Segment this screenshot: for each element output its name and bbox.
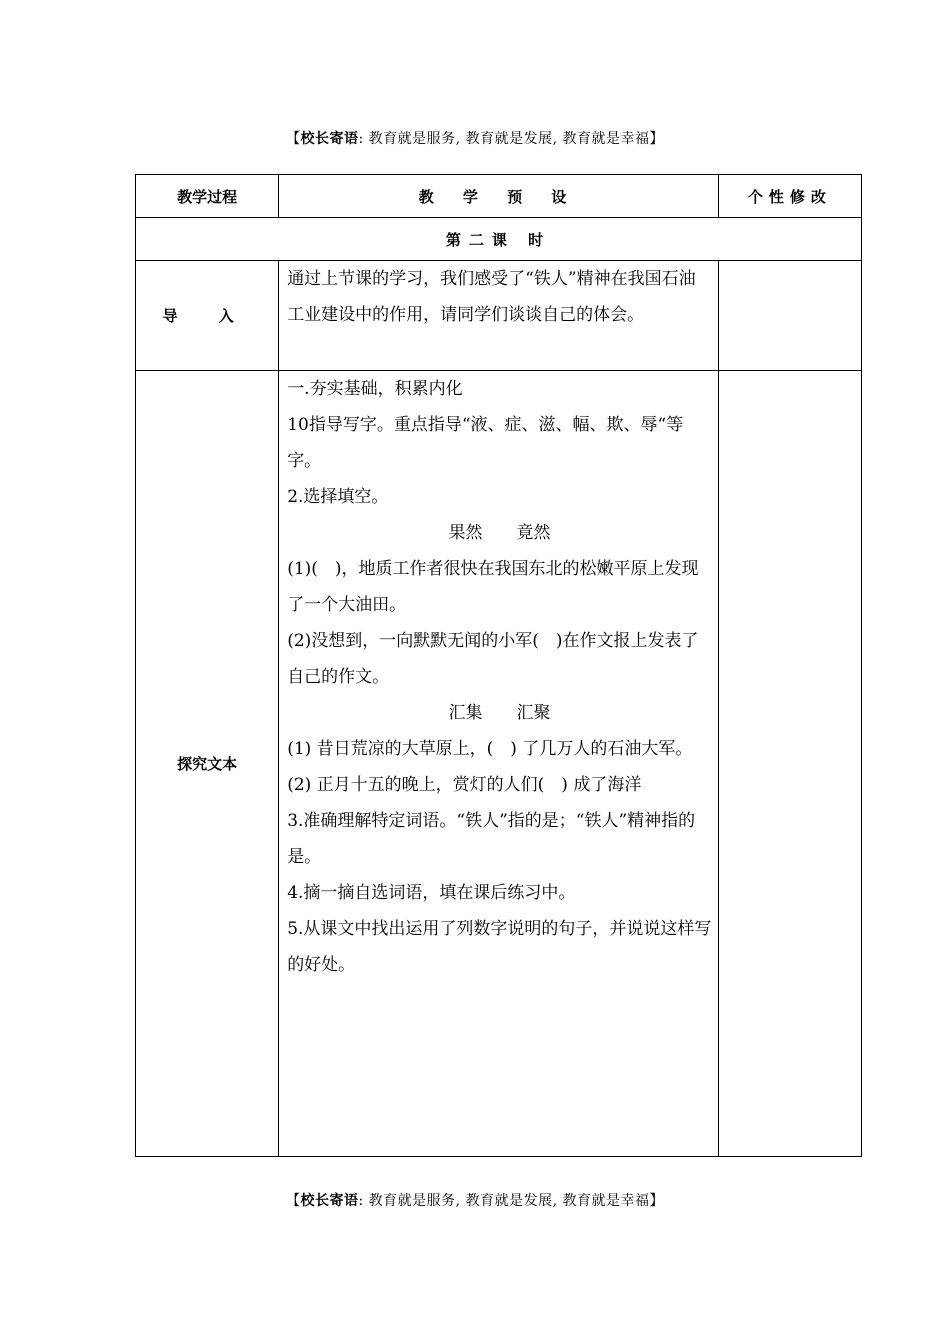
lesson-title: 第二课 时 [136,218,862,261]
content-line: 5.从课文中找出运用了列数字说明的句子，并说说这样写的好处。 [287,919,712,975]
content-line: 4.摘一摘自选词语，填在课后练习中。 [287,883,576,903]
lesson-title-row [136,218,862,261]
header-motto [0,128,950,148]
content-line: (1) 昔日荒凉的大草原上，( ) 了几万人的石油大军。 [287,739,693,759]
header-process: 教学过程 [136,175,279,218]
content-line: 10指导写字。重点指导“液、症、滋、幅、欺、辱“等字。 [287,415,684,471]
table-row [136,261,862,371]
content-line: 3.准确理解特定词语。“铁人”指的是；“铁人”精神指的是。 [287,811,696,867]
row-label-explore: 探究文本 [136,371,279,1157]
content-line: (2) 正月十五的晚上，赏灯的人们( ) 成了海洋 [287,775,642,795]
row-modify-intro [718,261,861,371]
motto-bracket-close: 】 [649,1193,664,1209]
motto-label: 校长寄语 [300,1193,359,1209]
word-choice-line: 汇集 汇聚 [448,703,551,723]
content-line: (2)没想到，一向默默无闻的小军( )在作文报上发表了自己的作文。 [287,631,699,687]
motto-text: : 教育就是服务, 教育就是发展, 教育就是幸福 [358,1193,650,1209]
motto-bracket-open: 【 [286,131,301,147]
table-header-row [136,175,862,218]
row-content-explore [279,371,719,1157]
content-line: 2.选择填空。 [287,487,389,507]
row-content-intro [279,261,719,371]
content-line: (1)( )，地质工作者很快在我国东北的松嫩平原上发现了一个大油田。 [287,559,699,615]
row-modify-explore [718,371,861,1157]
word-choice-line: 果然 竟然 [448,523,551,543]
content-line: 一.夯实基础，积累内化 [287,379,463,399]
table-row [136,371,862,1157]
motto-text: : 教育就是服务, 教育就是发展, 教育就是幸福 [358,131,650,147]
content-line: 通过上节课的学习，我们感受了“铁人”精神在我国石油工业建设中的作用，请同学们谈谈自己的体会。 [287,269,696,325]
header-preset: 教 学 预 设 [279,175,719,218]
row-label-intro: 导 入 [136,261,279,371]
footer-motto [0,1190,950,1210]
header-modify: 个性修改 [718,175,861,218]
motto-label: 校长寄语 [300,131,359,147]
motto-bracket-open: 【 [286,1193,301,1209]
motto-bracket-close: 】 [649,131,664,147]
lesson-plan-table [135,174,862,1157]
